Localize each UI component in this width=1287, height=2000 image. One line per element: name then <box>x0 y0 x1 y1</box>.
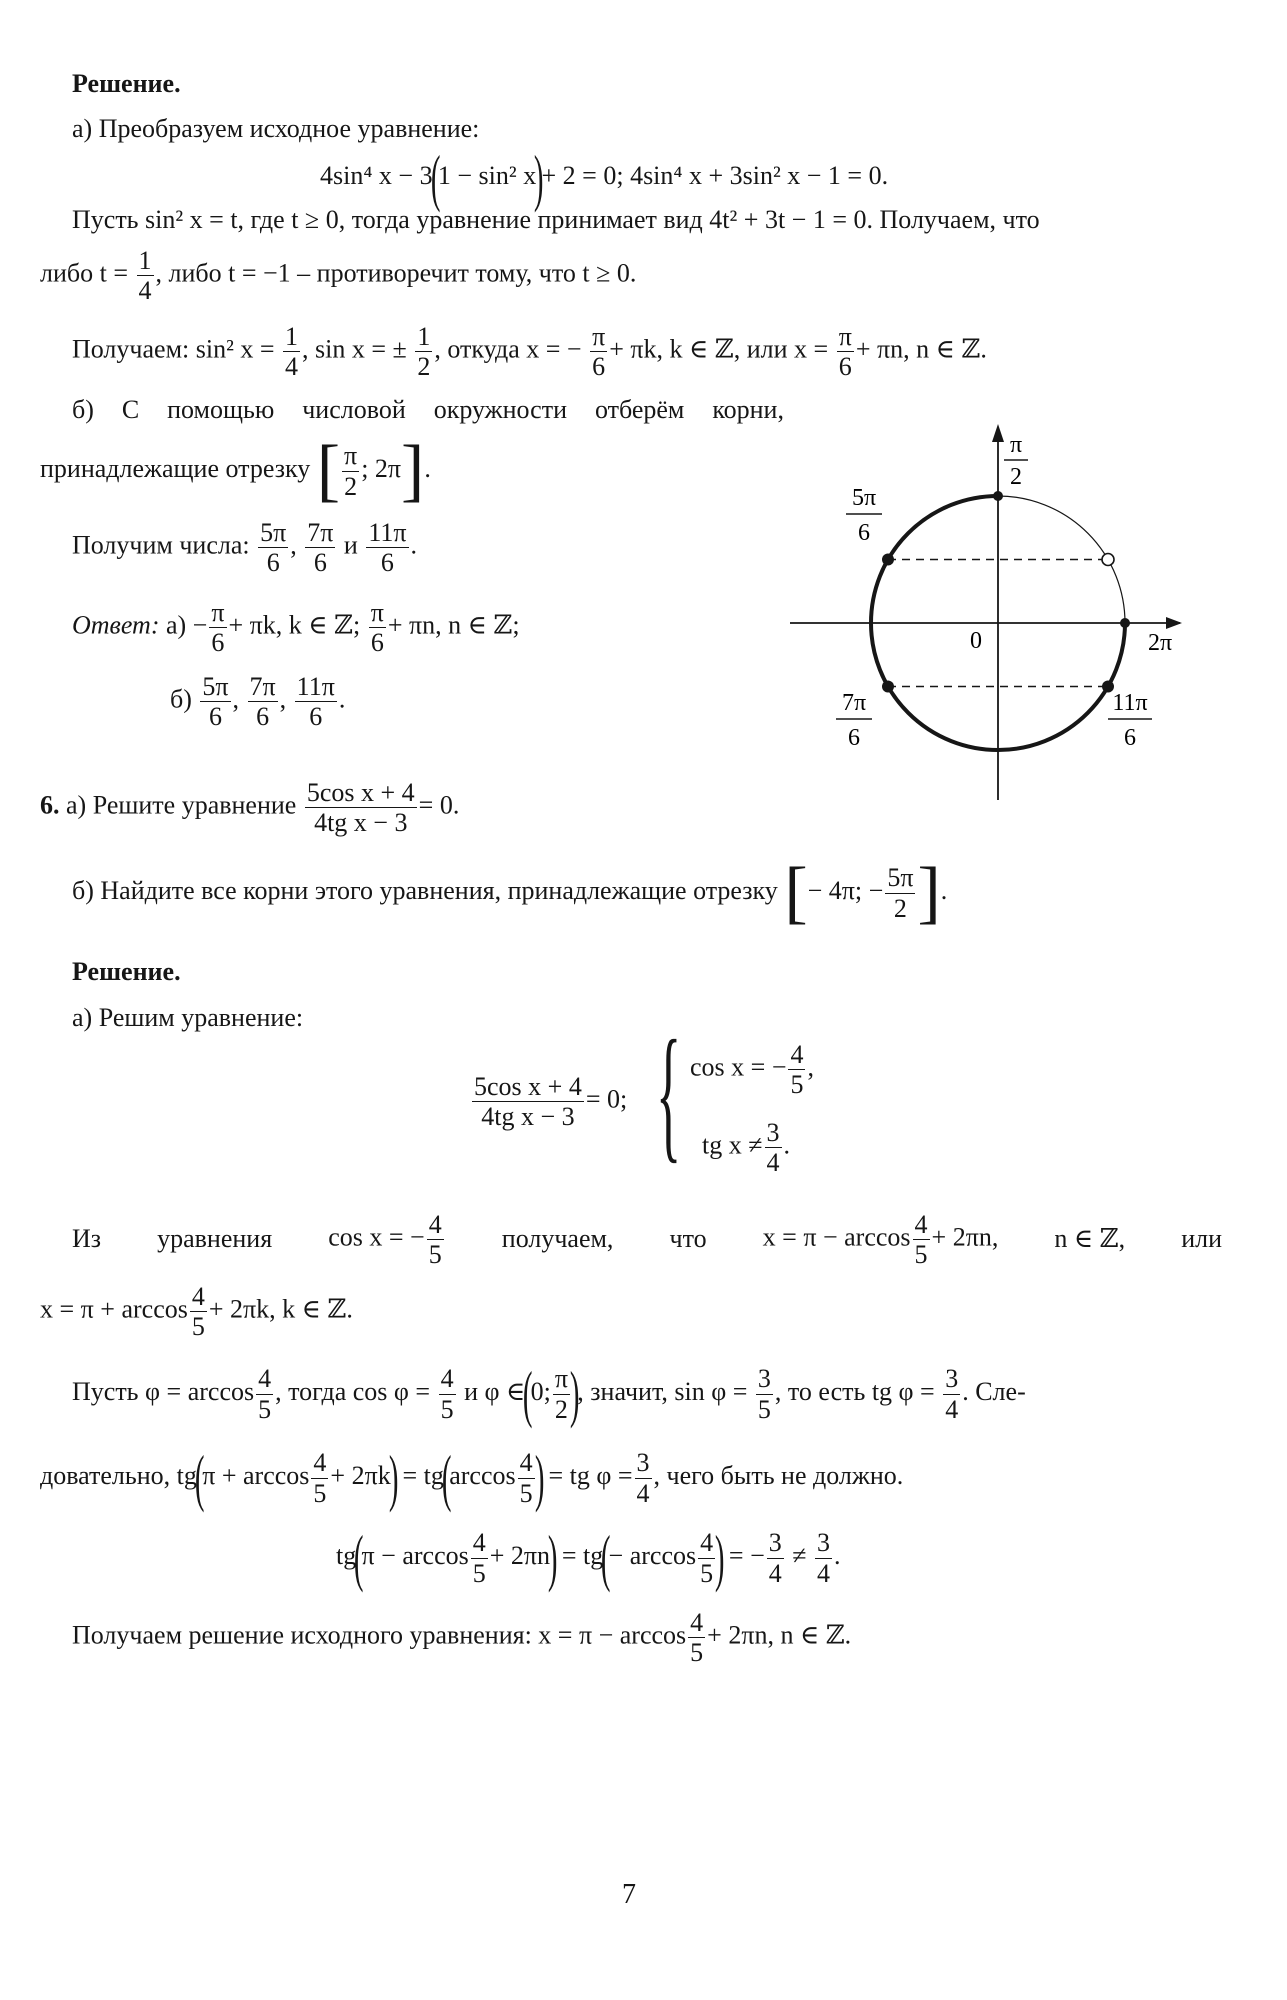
page-number: 7 <box>622 1879 636 1910</box>
label-5pi-over-6-num: 5π <box>851 485 877 511</box>
equation-transform: 4sin⁴ x − 3(1 − sin² x)+ 2 = 0; 4sin⁴ x + 3sin² x − 1 = 0. <box>320 142 889 213</box>
system-brace: { <box>656 1010 682 1176</box>
point-7pi-over-6 <box>882 681 894 693</box>
point-2pi <box>1120 618 1130 628</box>
numbers-line: Получим числа: $\frac{5\pi}{6}$ , $\frac{7\pi}{6}$ и $\frac{11\pi}{6}$ . <box>72 518 417 578</box>
fraction: $\frac{1}{4}$ <box>138 246 152 306</box>
point-pi-over-2 <box>993 491 1003 501</box>
answer-b: б) $\frac{5\pi}{6}$ , $\frac{7\pi}{6}$ , $\frac{11\pi}{6}$ . <box>170 672 346 732</box>
or-line: x = π + arccos $\frac{4}{5}$ + 2πk, k ∈ ℤ. <box>40 1282 353 1342</box>
label-7pi-over-6-num: 7π <box>841 690 867 716</box>
tg-check-line: tg(π − arccos $\frac{4}{5}$ + 2πn) = tg(− arccos $\frac{4}{5}$ ) = − $\frac{3}{4}$ ≠ $\frac{3}{4}$ . <box>336 1522 841 1593</box>
problem-6-a: 6. а) Решите уравнение $\frac{\text{5cos x + 4}}{\text{4tg x − 3}}$ = 0. <box>40 778 460 838</box>
label-5pi-over-6-den: 6 <box>858 520 870 546</box>
problem-6-b: б) Найдите все корни этого уравнения, принадлежащие отрезку [− 4π; − $\frac{5\pi}{2}$ ]. <box>72 854 948 931</box>
let-phi-line: Пусть φ = arccos $\frac{4}{5}$ , тогда cos φ = $\frac{4}{5}$ и φ ∈(0; $\frac{\pi}{2}$ ), значит, sin φ = $\frac{3}{5}$ , то есть tg φ = $\frac{3}{4}$ . Сле- <box>72 1358 1026 1429</box>
label-pi-over-2-den: 2 <box>1010 464 1022 490</box>
system-line-1: cos x = − $\frac{4}{5}$ , <box>690 1040 814 1100</box>
solution-heading-2: Решение. <box>72 957 181 986</box>
from-equation-line: Из уравнения cos x = − $\frac{4}{5}$ получаем, что x = π − arccos $\frac{4}{5}$ + 2πn, n ∈ ℤ, или <box>72 1210 1222 1270</box>
answer-a: Ответ: а) − $\frac{\pi}{6}$ + πk, k ∈ ℤ; $\frac{\pi}{6}$ + πn, n ∈ ℤ; <box>72 598 520 658</box>
label-2pi: 2π <box>1148 630 1173 656</box>
point-5pi-over-6 <box>882 554 894 566</box>
part-b-line: б) С помощью числовой окружности отберём корни, <box>72 395 784 424</box>
roots-line: Получаем: sin² x = $\frac{1}{4}$ , sin x = ± $\frac{1}{2}$ , откуда x = − $\frac{\pi}{6}$ + πk, k ∈ ℤ, или x = $\frac{\pi}{6}$ + πn, n ∈ ℤ. <box>72 322 987 382</box>
substitution-line: Пусть sin² x = t, где t ≥ 0, тогда уравнение принимает вид 4t² + 3t − 1 = 0. Получаем, что <box>72 205 1040 234</box>
label-11pi-over-6-den: 6 <box>1124 725 1136 751</box>
final-solution-line: Получаем решение исходного уравнения: x = π − arccos $\frac{4}{5}$ + 2πn, n ∈ ℤ. <box>72 1608 852 1668</box>
solution-2-a-intro: а) Решим уравнение: <box>72 1003 304 1032</box>
label-pi-over-2-num: π <box>1009 432 1023 458</box>
y-axis-arrow-icon <box>992 424 1004 442</box>
label-11pi-over-6-num: 11π <box>1112 690 1148 716</box>
label-zero: 0 <box>970 628 982 654</box>
consequently-line: довательно, tg(π + arccos $\frac{4}{5}$ + 2πk) = tg(arccos $\frac{4}{5}$ ) = tg φ = $\frac{3}{4}$ , чего быть не должно. <box>40 1442 904 1513</box>
solution-a-intro: а) Преобразуем исходное уравнение: <box>72 114 480 143</box>
system-line-2: tg x ≠ $\frac{3}{4}$ . <box>702 1118 790 1178</box>
label-7pi-over-6-den: 6 <box>848 725 860 751</box>
interval-line: принадлежащие отрезку [ $\frac{\pi}{2}$ ; 2π]. <box>40 432 431 509</box>
either-line: либо t = $\frac{1}{4}$ , либо t = −1 – противоречит тому, что t ≥ 0. <box>40 246 637 306</box>
point-pi-over-6-open <box>1102 554 1114 566</box>
solution-heading-1: Решение. <box>72 69 181 98</box>
x-axis-arrow-icon <box>1166 617 1182 629</box>
unit-circle-figure <box>790 420 1200 800</box>
system-equation-left: $\frac{\text{5cos x + 4}}{\text{4tg x − 3}}$ = 0; <box>474 1072 628 1132</box>
